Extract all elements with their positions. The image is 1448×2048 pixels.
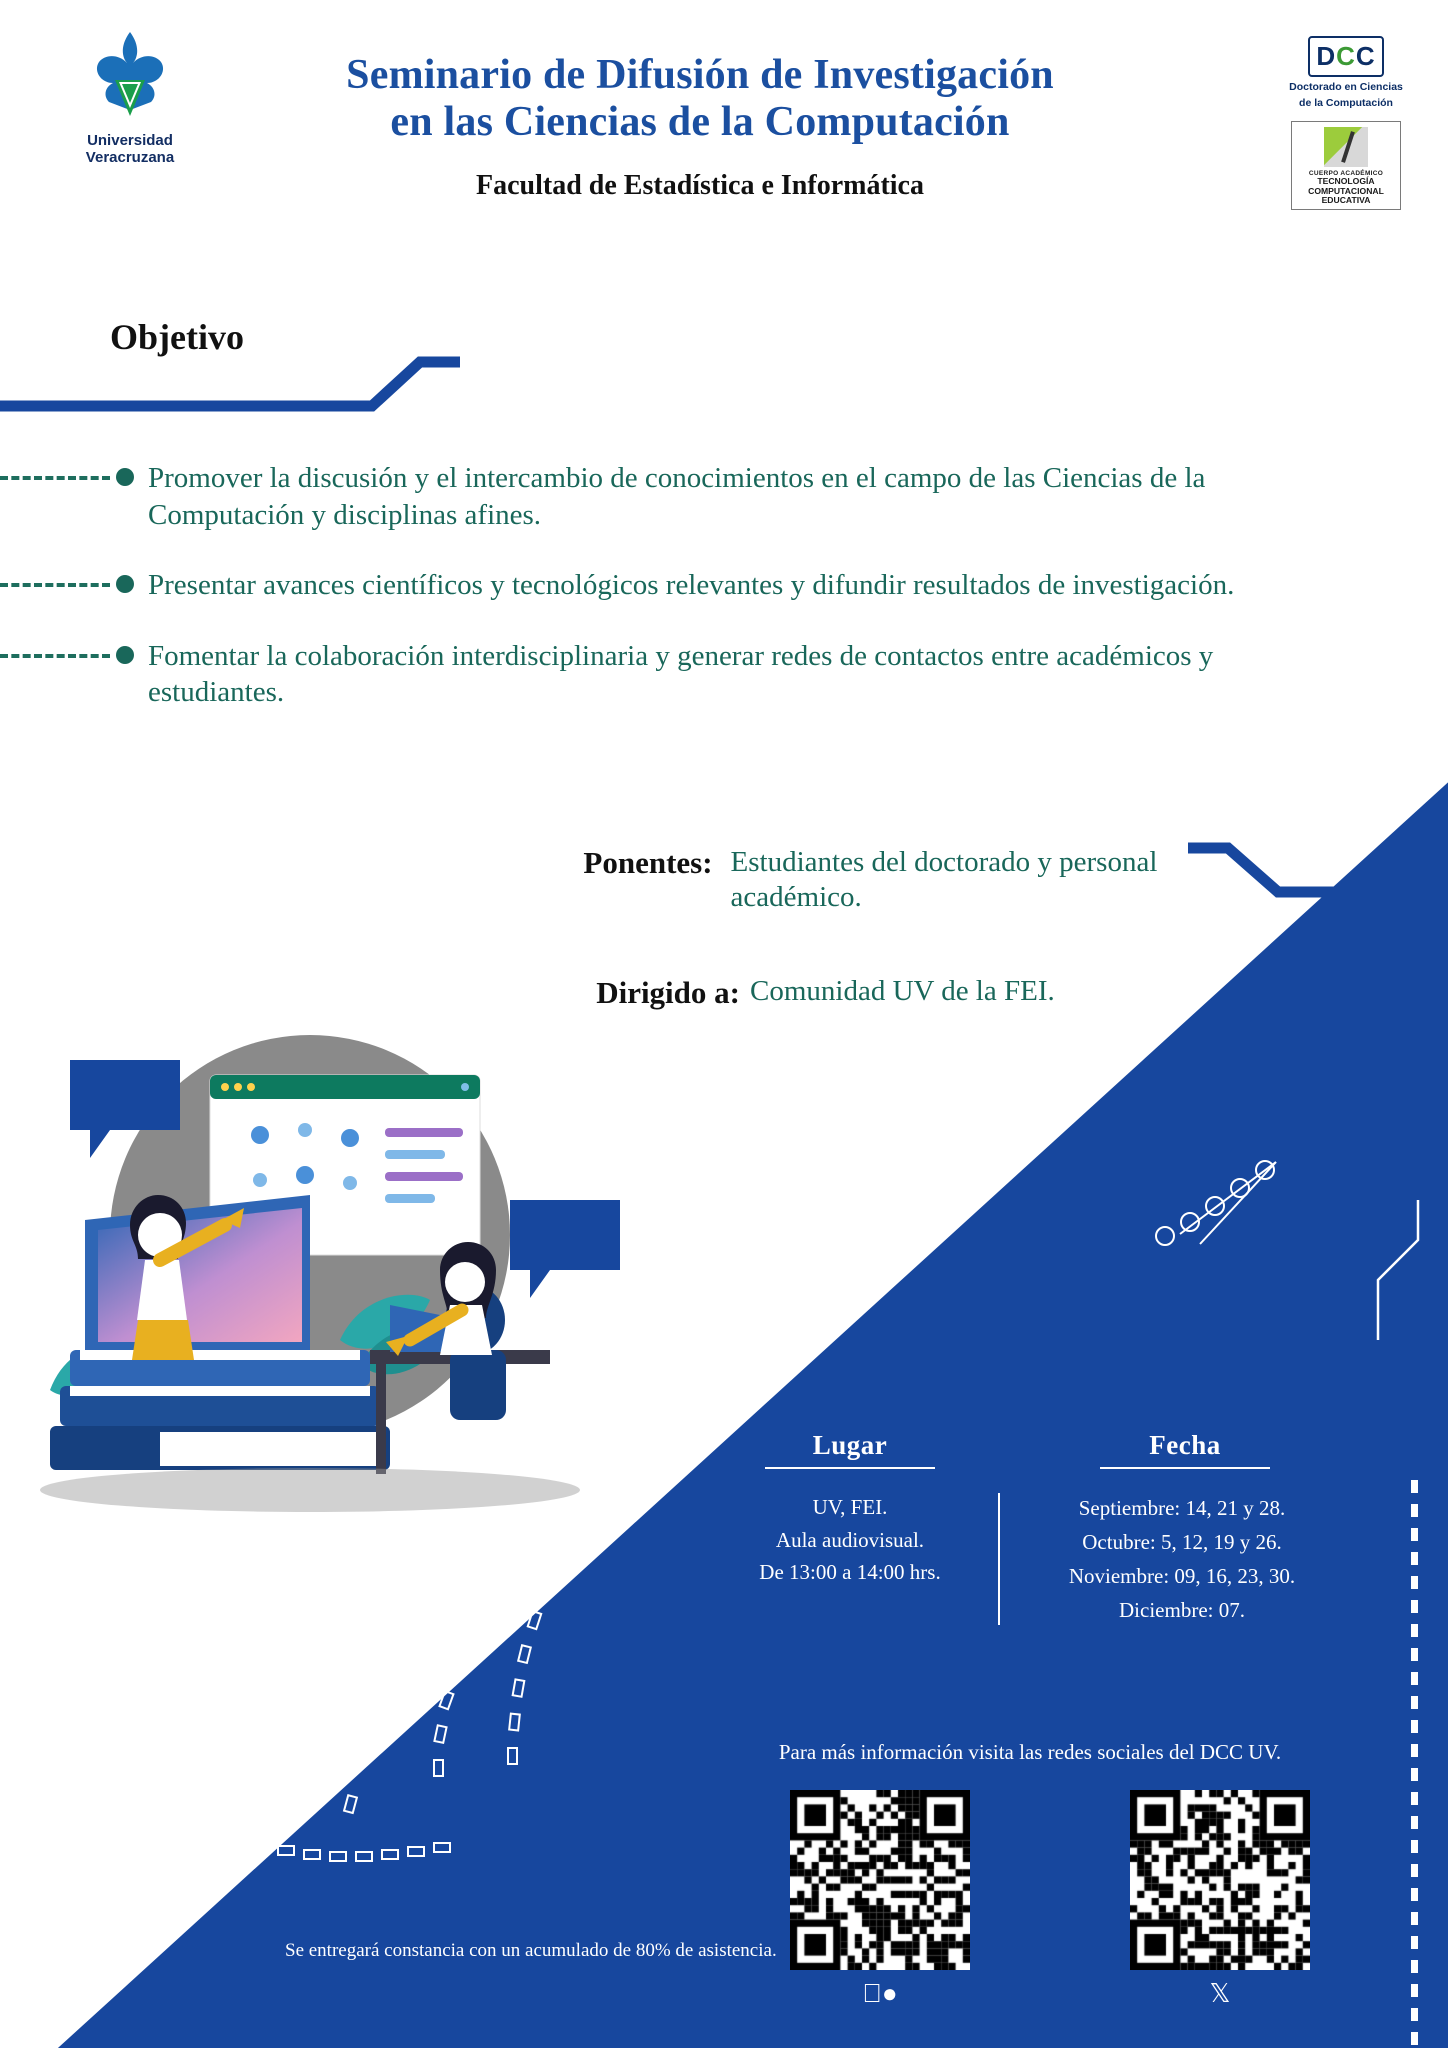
dcc-logo-group	[1276, 36, 1416, 210]
ca-line3: EDUCATIVA	[1321, 195, 1371, 206]
bullet-text: Presentar avances científicos y tecnológicos relevantes y difundir resultados de investigación.	[148, 569, 1235, 602]
dotted-arc-decor	[230, 1600, 560, 1930]
qr-code-facebook[interactable]	[790, 1790, 970, 1970]
fecha-line: Octubre: 5, 12, 19 y 26.	[1082, 1530, 1282, 1555]
illustration	[10, 1020, 710, 1560]
ca-line1: TECNOLOGÍA	[1317, 176, 1375, 187]
ponentes-row	[0, 845, 1290, 915]
info-columns	[720, 1491, 1420, 1627]
list-item	[0, 638, 1290, 711]
lugar-details	[720, 1491, 980, 1627]
corner-bracket-decor	[1358, 1200, 1428, 1340]
lugar-line: UV, FEI.	[812, 1495, 888, 1519]
fecha-line: Septiembre: 14, 21 y 28.	[1078, 1496, 1286, 1520]
qr-code-x[interactable]	[1130, 1790, 1310, 1970]
lugar-line: Aula audiovisual.	[775, 1527, 925, 1552]
qr-codes	[790, 1790, 1310, 2009]
title-block	[200, 52, 1200, 202]
dash-decor	[0, 583, 110, 587]
constancia-note: Se entregará constancia con un acumulado de 80% de asistencia.	[285, 1940, 777, 1961]
dirigido-value: Comunidad UV de la FEI.	[750, 975, 1055, 1007]
bullet-dot-icon	[116, 468, 134, 486]
bullet-text: Promover la discusión y el intercambio de conocimientos en el campo de las Ciencias de la Computación y disciplinas afines.	[148, 462, 1206, 531]
ponentes-value: Estudiantes del doctorado y personal académico.	[730, 846, 1158, 913]
poster-title-line2: en las Ciencias de la Computación	[390, 99, 1010, 146]
x-twitter-icon: 𝕏	[1209, 1978, 1231, 2008]
fecha-heading: Fecha	[1149, 1430, 1221, 1460]
ca-line2: COMPUTACIONAL	[1308, 185, 1384, 196]
event-info	[720, 1430, 1420, 1627]
poster-subtitle: Facultad de Estadística e Informática	[476, 170, 924, 202]
list-item	[0, 567, 1290, 604]
uv-fleur-icon	[75, 30, 185, 125]
lugar-line: De 13:00 a 14:00 hrs.	[759, 1560, 941, 1585]
qr-item-x[interactable]	[1130, 1790, 1310, 2009]
column-divider	[998, 1493, 1000, 1625]
fecha-line: Noviembre: 09, 16, 23, 30.	[1068, 1564, 1296, 1589]
more-info-text: Para más información visita las redes sociales del DCC UV.	[778, 1740, 1282, 1764]
lugar-heading: Lugar	[812, 1430, 888, 1460]
uv-logo-label: Universidad Veracruzana	[85, 132, 175, 166]
lugar-heading-block	[720, 1430, 980, 1469]
uv-logo	[50, 30, 210, 166]
poster-title-line1: Seminario de Difusión de Investigación	[346, 52, 1054, 98]
fecha-heading-block	[1020, 1430, 1350, 1469]
bullet-text: Fomentar la colaboración interdisciplinaria y generar redes de contactos entre académicos y estudiantes.	[148, 639, 1214, 709]
ponentes-label: Ponentes:	[583, 845, 713, 880]
dcc-letters: DCC	[1316, 41, 1376, 71]
dash-decor	[0, 476, 110, 480]
pencil-icon	[1324, 127, 1368, 167]
bullet-dot-icon	[116, 575, 134, 593]
bullet-dot-icon	[116, 646, 134, 664]
list-item	[0, 460, 1290, 533]
qr-item-facebook[interactable]	[790, 1790, 970, 2009]
dcc-caption-line2: de la Computación	[1299, 97, 1393, 110]
heading-rule	[765, 1467, 935, 1469]
fecha-details	[1022, 1491, 1342, 1627]
dash-decor	[0, 654, 110, 658]
fecha-line: Diciembre: 07.	[1119, 1598, 1245, 1623]
objetivo-decor-line	[0, 344, 460, 424]
dcc-caption-line1: Doctorado en Ciencias	[1289, 81, 1403, 93]
dcc-logo	[1308, 36, 1383, 77]
dirigido-label: Dirigido a:	[596, 975, 740, 1010]
info-headings	[720, 1430, 1420, 1469]
cuerpo-academico-logo	[1291, 121, 1401, 210]
ca-top-label: CUERPO ACADÉMICO	[1308, 170, 1384, 178]
chain-dots-decor	[1080, 1160, 1280, 1290]
heading-rule	[1100, 1467, 1270, 1469]
objetivo-label: Objetivo	[110, 317, 244, 357]
objetivo-bullet-list	[0, 460, 1290, 745]
facebook-icon: ●	[872, 1978, 888, 2008]
people-computers-illustration	[10, 1020, 710, 1560]
dirigido-row	[0, 975, 1290, 1011]
